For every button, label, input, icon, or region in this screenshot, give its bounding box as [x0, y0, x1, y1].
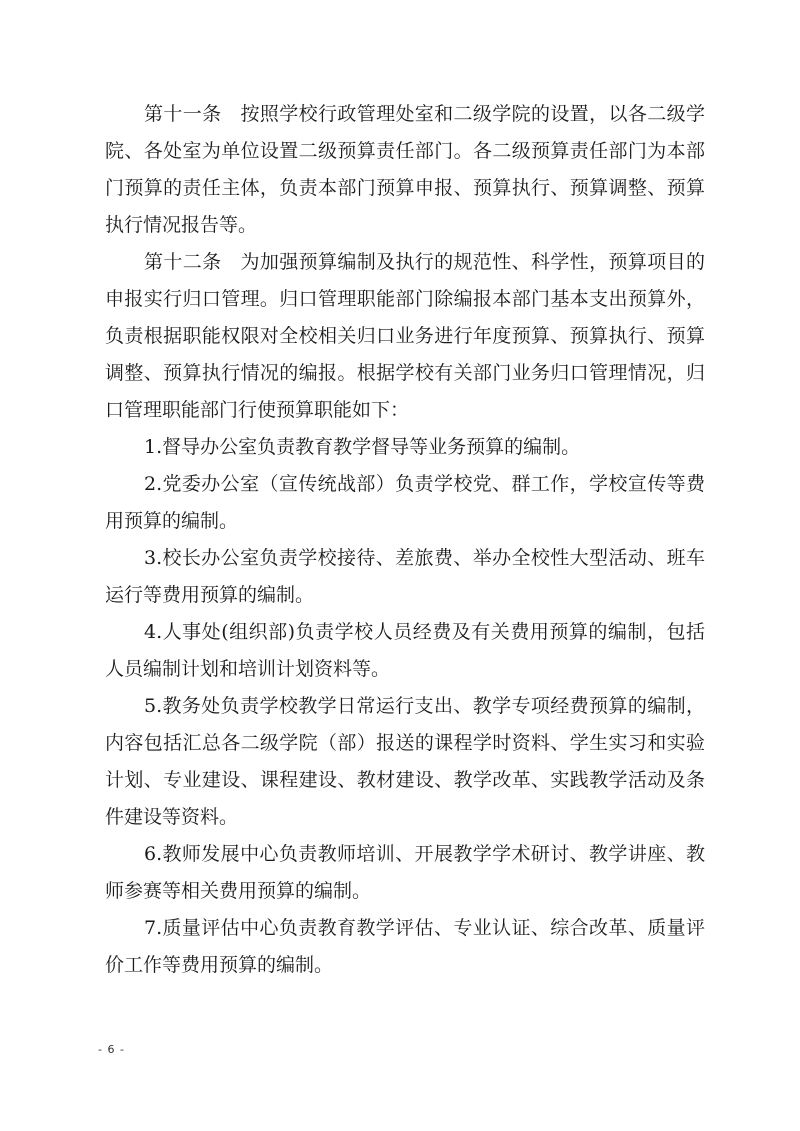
paragraph-article-11 — [105, 96, 705, 244]
document-body — [105, 96, 705, 984]
list-item-text: 6.教师发展中心负责教师培训、开展教学学术研讨、教学讲座、教师参赛等相关费用预算的编制。 — [105, 843, 705, 902]
article-heading: 第十一条 — [144, 103, 222, 125]
list-item-1 — [105, 429, 705, 466]
page-number: - 6 - — [98, 1043, 125, 1056]
list-item-text: 5.教务处负责学校教学日常运行支出、教学专项经费预算的编制，内容包括汇总各二级学院（部）报送的课程学时资料、学生实习和实验计划、专业建设、课程建设、教材建设、教学改革、实践教学活动及条件建设等资料。 — [105, 695, 705, 828]
list-item-3 — [105, 540, 705, 614]
paragraph-text: 按照学校行政管理处室和二级学院的设置，以各二级学院、各处室为单位设置二级预算责任部门。各二级预算责任部门为本部门预算的责任主体，负责本部门预算申报、预算执行、预算调整、预算执行情况报告等。 — [105, 103, 705, 236]
paragraph-article-12 — [105, 244, 705, 429]
list-item-7 — [105, 910, 705, 984]
list-item-text: 7.质量评估中心负责教育教学评估、专业认证、综合改革、质量评价工作等费用预算的编制。 — [105, 917, 705, 976]
list-item-4 — [105, 614, 705, 688]
article-heading: 第十二条 — [144, 251, 222, 273]
list-item-text: 1.督导办公室负责教育教学督导等业务预算的编制。 — [144, 436, 581, 458]
list-item-text: 3.校长办公室负责学校接待、差旅费、举办全校性大型活动、班车运行等费用预算的编制。 — [105, 547, 705, 606]
list-item-text: 4.人事处(组织部)负责学校人员经费及有关费用预算的编制，包括人员编制计划和培训计划资料等。 — [105, 621, 705, 680]
list-item-text: 2.党委办公室（宣传统战部）负责学校党、群工作，学校宣传等费用预算的编制。 — [105, 473, 705, 532]
list-item-2 — [105, 466, 705, 540]
list-item-5 — [105, 688, 705, 836]
list-item-6 — [105, 836, 705, 910]
paragraph-text: 为加强预算编制及执行的规范性、科学性，预算项目的申报实行归口管理。归口管理职能部门除编报本部门基本支出预算外，负责根据职能权限对全校相关归口业务进行年度预算、预算执行、预算调整、预算执行情况的编报。根据学校有关部门业务归口管理情况，归口管理职能部门行使预算职能如下： — [105, 251, 705, 421]
